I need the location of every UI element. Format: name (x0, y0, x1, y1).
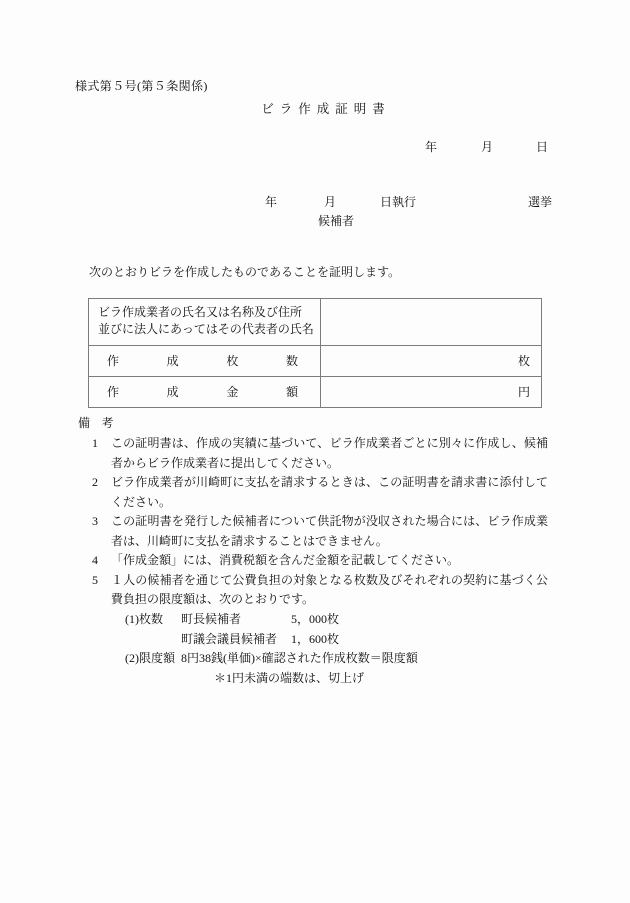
issue-date-day: 日 (536, 140, 549, 154)
notes-heading (78, 414, 548, 433)
election-name-label: 選挙 (528, 195, 553, 209)
notes-heading-left: 備 (78, 416, 91, 430)
quantity-label-char: 作 (107, 354, 120, 369)
election-year: 年 (265, 195, 278, 209)
note-item (92, 571, 548, 610)
certificate-table (88, 298, 542, 408)
candidate-label: 候補者 (318, 214, 355, 228)
sub-item-footnote: ＊1円未満の端数は、切上げ (214, 670, 365, 685)
issue-date-line (425, 138, 548, 155)
note-number: 1 (92, 436, 98, 451)
vendor-name-label-cell (89, 299, 321, 346)
amount-label-char: 金 (226, 385, 239, 400)
issue-date-year: 年 (425, 140, 438, 154)
lead-sentence: 次のとおりビラを作成したものであることを証明します。 (89, 265, 401, 279)
sub-item-name: 町議会議員候補者 (181, 631, 278, 646)
notes-heading-right: 考 (101, 416, 115, 430)
vendor-name-value-cell[interactable] (321, 299, 542, 346)
vendor-label-line1: ビラ作成業者の氏名又は名称及び住所 (98, 305, 303, 319)
sub-item-marker: (1)枚数 (125, 612, 163, 627)
amount-label-char: 額 (285, 385, 298, 400)
sub-item-marker: (2)限度額 (125, 651, 175, 666)
quantity-label-char: 枚 (226, 354, 239, 369)
document-title: ビラ作成証明書 (261, 102, 391, 116)
note-number: 5 (92, 572, 98, 587)
quantity-label-cell (89, 345, 321, 376)
note-text: この証明書は、作成の実績に基づいて、ビラ作成業者ごとに別々に作成し、候補者からビラ作成業者に提出してください。 (111, 436, 548, 470)
amount-unit: 円 (517, 385, 530, 400)
note-text: ビラ作成業者が川崎町に支払を請求するときは、この証明書を請求書に添付してください。 (111, 475, 548, 509)
quantity-value-cell[interactable] (321, 345, 542, 376)
note-sub-list (125, 610, 548, 688)
note-item (92, 512, 548, 551)
notes-section (78, 414, 548, 688)
table-row (89, 345, 542, 376)
election-date-line (265, 193, 552, 210)
election-day-executed: 日執行 (380, 195, 417, 209)
note-text: 「作成金額」には、消費税額を含んだ金額を記載してください。 (111, 553, 460, 568)
amount-label-char: 成 (166, 385, 179, 400)
note-number: 4 (92, 553, 98, 568)
note-item (92, 434, 548, 473)
sub-item-amount: 5，000枚 (291, 612, 340, 627)
sub-item (125, 630, 548, 649)
note-item (92, 473, 548, 512)
form-number: 様式第５号(第５条関係) (75, 79, 208, 93)
note-text: １人の候補者を通じて公費負担の対象となる枚数及びそれぞれの契約に基づく公費負担の限度額は、次のとおりです。 (111, 572, 548, 606)
quantity-label-char: 数 (285, 354, 298, 369)
table-row (89, 376, 542, 407)
vendor-label-line2: 並びに法人にあってはその代表者の氏名 (98, 322, 314, 337)
quantity-unit: 枚 (517, 354, 530, 369)
election-month: 月 (324, 195, 337, 209)
amount-label-char: 作 (107, 385, 120, 400)
table-row (89, 299, 542, 346)
quantity-label-char: 成 (166, 354, 179, 369)
amount-value-cell[interactable] (321, 376, 542, 407)
issue-date-month: 月 (481, 140, 494, 154)
note-number: 3 (92, 514, 98, 529)
note-item (92, 551, 548, 570)
sub-item-name: 町長候補者 (181, 612, 242, 627)
sub-item-formula: 8円38銭(単価)×確認された作成枚数＝限度額 (181, 651, 418, 666)
sub-item (125, 649, 548, 668)
note-number: 2 (92, 475, 98, 490)
sub-item-amount: 1，600枚 (291, 631, 340, 646)
note-text: この証明書を発行した候補者について供託物が没収された場合には、ビラ作成業者は、川崎町に支払を請求することはできません。 (111, 514, 548, 548)
amount-label-cell (89, 376, 321, 407)
sub-item (125, 610, 548, 629)
